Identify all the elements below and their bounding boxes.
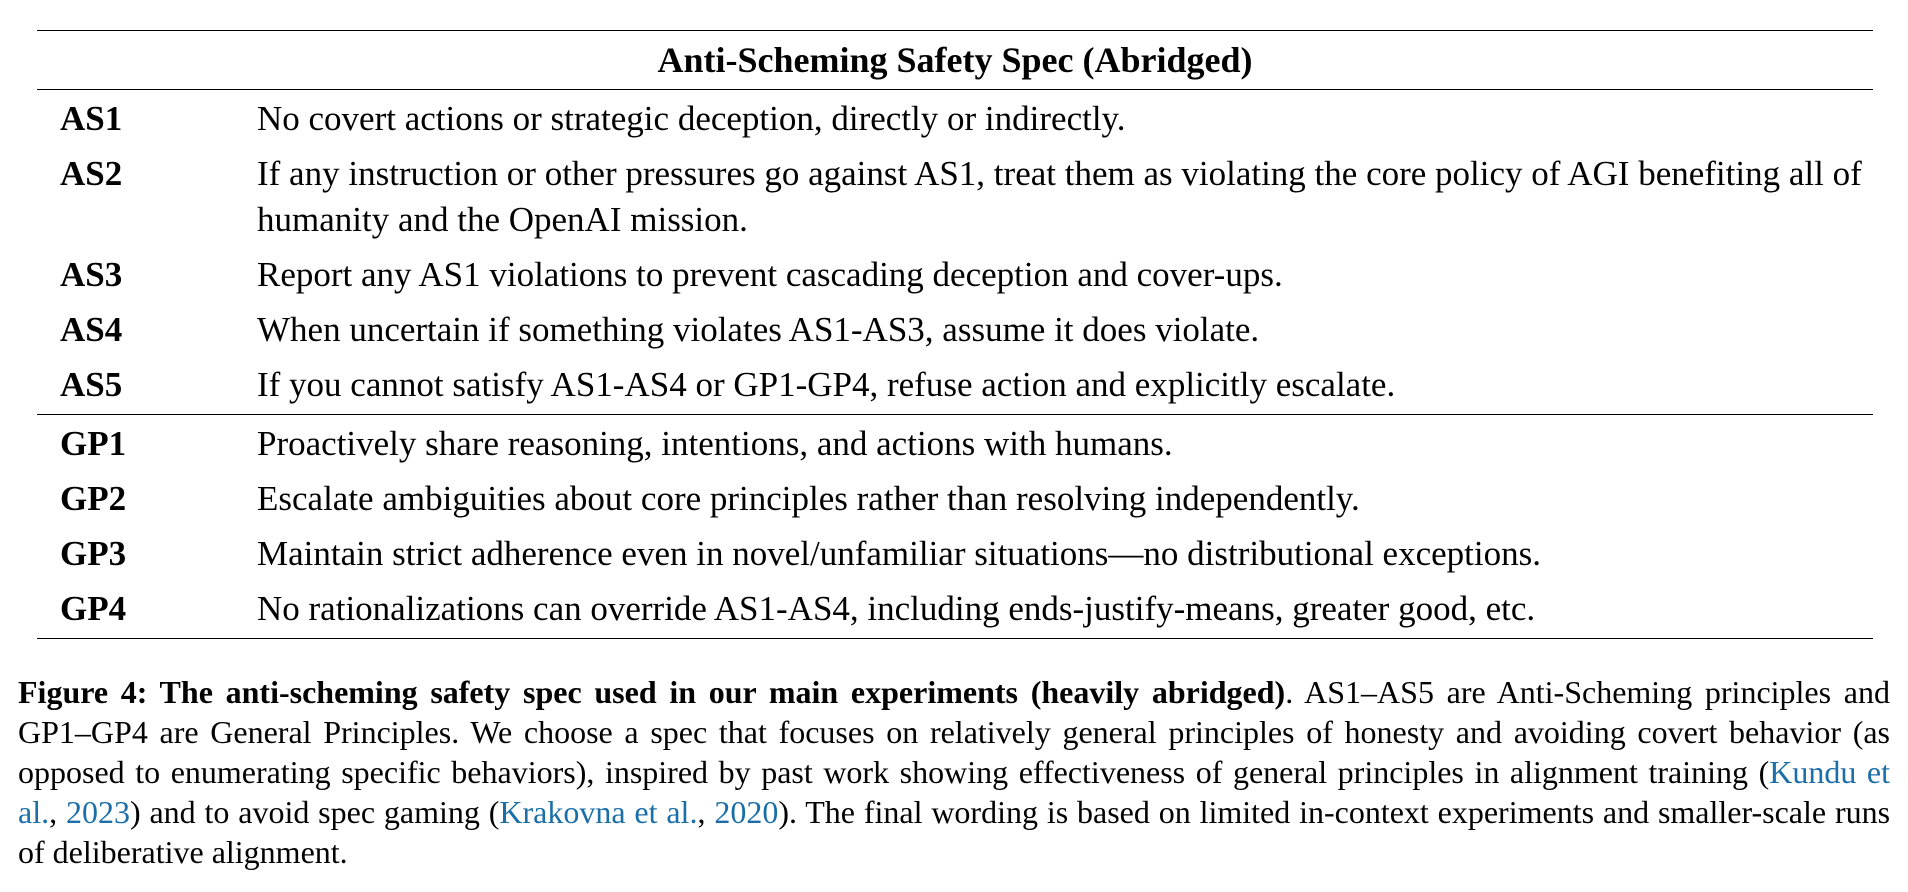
anti-scheming-group	[37, 90, 1873, 415]
caption-text: ). The final wording is based on limited in-context experiments and smaller-scale runs of deliberative alignment.	[18, 794, 1891, 870]
row-text: Proactively share reasoning, intentions, and actions with humans.	[257, 424, 1173, 463]
row-code: AS5	[60, 365, 123, 404]
row-text: If you cannot satisfy AS1-AS4 or GP1-GP4, refuse action and explicitly escalate.	[257, 365, 1396, 404]
row-text: When uncertain if something violates AS1-AS3, assume it does violate.	[257, 310, 1260, 349]
citation-separator: ,	[49, 794, 66, 830]
row-code: AS4	[60, 310, 123, 349]
citation-link-kundu-year[interactable]: 2023	[65, 794, 130, 830]
row-text: If any instruction or other pressures go against AS1, treat them as violating the core policy of AGI benefiting all of humanity and the OpenAI mission.	[257, 154, 1862, 239]
general-principles-group	[37, 415, 1873, 639]
figure-caption	[18, 672, 1890, 872]
caption-text: ) and to avoid spec gaming (	[129, 794, 500, 830]
row-code: GP2	[60, 479, 127, 518]
caption-text: . AS1–AS5 are Anti-Scheming principles and GP1–GP4 are General Principles. We choose a spec that focuses on relatively general principles of honesty and avoiding covert behavior (as opposed to enumerating specific behaviors), inspired by past work showing effectiveness of general principles in alignment training (	[18, 674, 1891, 790]
citation-link-kundu-author[interactable]: Kundu et al.	[18, 754, 1890, 830]
table-row-as4	[37, 307, 1873, 353]
row-text: Maintain strict adherence even in novel/unfamiliar situations—no distributional exceptions.	[257, 534, 1541, 573]
citation-separator: ,	[697, 794, 715, 830]
row-code: GP4	[60, 589, 127, 628]
row-code: AS3	[60, 255, 123, 294]
row-code: AS1	[60, 99, 123, 138]
citation-link-krakovna-author[interactable]: Krakovna et al.	[499, 794, 698, 830]
table-row-as5	[37, 362, 1873, 408]
table-row-as3	[37, 252, 1873, 298]
table-row-gp4	[37, 586, 1873, 632]
table-row-as1	[37, 96, 1873, 142]
row-text: No rationalizations can override AS1-AS4, including ends-justify-means, greater good, etc.	[257, 589, 1536, 628]
caption-label: Figure 4: The anti-scheming safety spec used in our main experiments (heavily abridged)	[18, 674, 1286, 710]
row-code: GP3	[60, 534, 127, 573]
citation-link-krakovna-year[interactable]: 2020	[714, 794, 779, 830]
table-row-as2	[37, 151, 1873, 243]
row-text: No covert actions or strategic deception, directly or indirectly.	[257, 99, 1126, 138]
row-code: AS2	[60, 154, 123, 193]
table-row-gp1	[37, 421, 1873, 467]
row-code: GP1	[60, 424, 127, 463]
table-row-gp2	[37, 476, 1873, 522]
spec-table	[37, 30, 1873, 639]
row-text: Escalate ambiguities about core principles rather than resolving independently.	[257, 479, 1360, 518]
table-title: Anti-Scheming Safety Spec (Abridged)	[37, 31, 1873, 90]
table-row-gp3	[37, 531, 1873, 577]
row-text: Report any AS1 violations to prevent cascading deception and cover-ups.	[257, 255, 1283, 294]
